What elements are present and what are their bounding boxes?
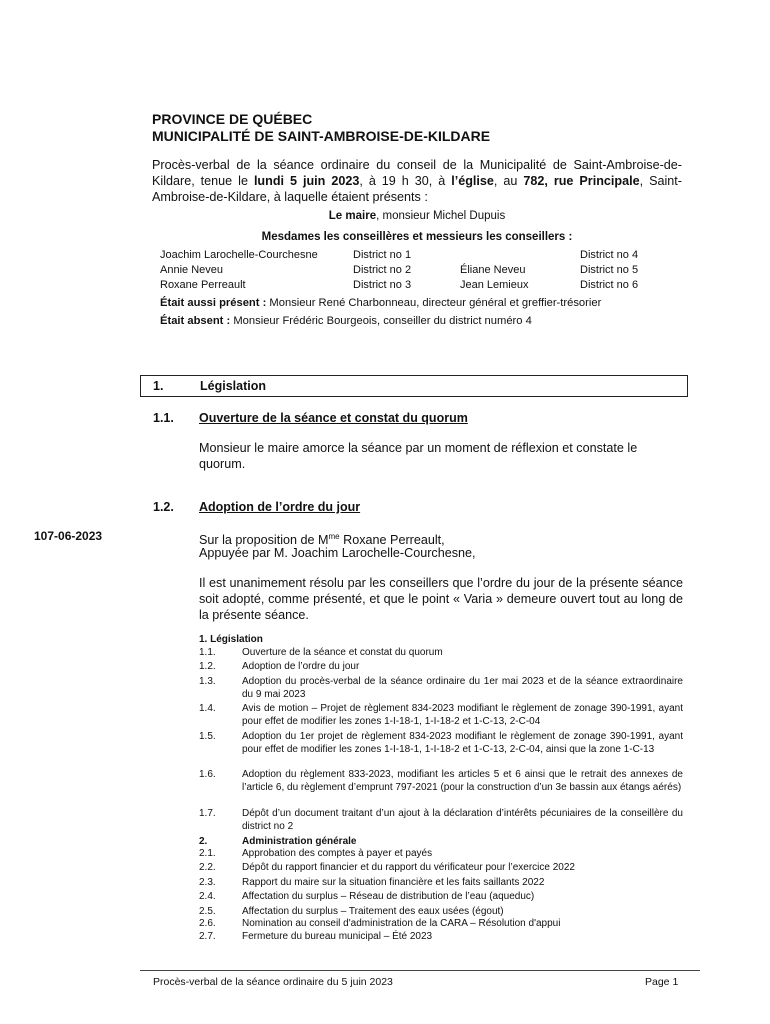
- municipality-title: MUNICIPALITÉ DE SAINT-AMBROISE-DE-KILDARE: [152, 128, 491, 144]
- seconded-line: Appuyée par M. Joachim Larochelle-Courchesne,: [199, 546, 476, 560]
- resolution-number: 107-06-2023: [34, 529, 103, 543]
- councillor-district: District no 2: [353, 264, 412, 276]
- intro-paragraph: Procès-verbal de la séance ordinaire du conseil de la Municipalité de Saint-Ambroise-de-Kildare, tenue le lundi 5 juin 2023, à 19 h 30, à l’église, au 782, rue Principale, Saint-Ambroise-de-Kildare, à laquelle étaient présents :: [152, 158, 682, 204]
- councillor-name: Éliane Neveu: [460, 264, 526, 276]
- province-title: PROVINCE DE QUÉBEC: [152, 111, 313, 127]
- footer-divider: [140, 970, 700, 971]
- resolved-text: Il est unanimement résolu par les conseillers que l’ordre du jour de la présente séance soit adopté, comme présenté, et que le point « Varia » demeure ouvert tout au long de la présente séance.: [199, 576, 683, 622]
- mayor-line: Le maire, monsieur Michel Dupuis: [328, 210, 506, 222]
- councillor-district: District no 5: [580, 264, 639, 276]
- councillor-name: Joachim Larochelle-Courchesne: [160, 249, 318, 261]
- councillor-district: District no 1: [353, 249, 412, 261]
- agenda-sec1: 1. Législation: [199, 634, 263, 645]
- document-page: PROVINCE DE QUÉBEC MUNICIPALITÉ DE SAINT-AMBROISE-DE-KILDARE Procès-verbal de la séance ordinaire du conseil de la Municipalité de Saint-Ambroise-de-Kildare, tenue le lundi 5 juin 2023, à 19 h 30, à l’église, au 782, rue Principale, Saint-Ambroise-de-Kildare, à laquelle étaient présents : Le maire, monsieur Michel Dupuis Mesdames les conseillères et messieurs les conseillers : Joachim Larochelle-Courchesne District no 1 Annie Neveu District no 2 Roxane Perreault District no 3 District no 4 Éliane Neveu District no 5 Jean Lemieux District no 6 Était aussi présent : Monsieur René Charbonneau, directeur général et greffier-trésorier Était absent : Monsieur Frédéric Bourgeois, conseiller du district numéro 4 1. Législation 1.1. Ouverture de la séance et constat du quorum Monsieur le maire amorce la séance par un moment de réflexion et constate le quorum. 1.2. Adoption de l’ordre du jour 107-06-2023 Sur la proposition de $M^{me}$ Roxane Perreault, Appuyée par M. Joachim Larochelle-Courchesne, Il est unanimement résolu par les conseillers que l’ordre du jour de la présente séance soit adopté, comme présenté, et que le point « Varia » demeure ouvert tout au long de la présente séance. 1. Législation 1.1. Ouverture de la séance et constat du quorum 1.2. Adoption de l’ordre du jour 1.3. Adoption du procès-verbal de la séance ordinaire du 1er mai 2023 et de la séance extraordinaire du 9 mai 2023 1.4. Avis de motion – Projet de règlement 834-2023 modifiant le règlement de zonage 390-1991, ayant pour effet de modifier les zones 1-I-18-1, 1-I-18-2 et 1-C-13, 2-C-04 1.5. Adoption du 1er projet de règlement 834-2023 modifiant le règlement de zonage 390-1991, ayant pour effet de modifier les zones 1-I-18-1, 1-I-18-2 et 1-C-13, 2-C-04, ainsi que la zone 1-C-13 1.6. Adoption du règlement 833-2023, modifiant les articles 5 et 6 ainsi que le retrait des annexes de l’article 6, du règlement d’emprunt 797-2021 (pour la construction d’un 3e bassin aux étangs aérés) 1.7. Dépôt d’un document traitant d’un ajout à la déclaration d’intérêts pécuniaires de la conseillère du district no 2 2. Administration générale 2.1. Approbation des comptes à payer et payés 2.2. Dépôt du rapport financier et du rapport du vérificateur pour l’exercice 2022 2.3. Rapport du maire sur la situation financière et les faits saillants 2022 2.4. Affectation du surplus – Réseau de distribution de l’eau (aqueduc) 2.5. Affectation du surplus – Traitement des eaux usées (égout) 2.6. Nomination au conseil d'administration de la CARA – Résolution d'appui 2.7. Fermeture du bureau municipal – Été 2023 Procès-verbal de la séance ordinaire du 5 juin 2023 Page 1: [0, 0, 770, 1024]
- s11-title: Ouverture de la séance et constat du quorum: [199, 411, 468, 425]
- councillor-district: District no 3: [353, 279, 412, 291]
- also-present-line: Était aussi présent : Monsieur René Charbonneau, directeur général et greffier-trésorier: [160, 297, 602, 309]
- page-number: Page 1: [645, 976, 679, 988]
- councillor-name: Roxane Perreault: [160, 279, 246, 291]
- councillor-district: District no 4: [580, 249, 639, 261]
- councillor-name: Jean Lemieux: [460, 279, 529, 291]
- s12-title: Adoption de l’ordre du jour: [199, 500, 361, 514]
- footer-title: Procès-verbal de la séance ordinaire du 5 juin 2023: [153, 976, 393, 988]
- councillors-heading: Mesdames les conseillères et messieurs les conseillers :: [261, 231, 573, 243]
- section-1-box: [140, 375, 688, 397]
- s11-number: 1.1.: [153, 411, 174, 425]
- section-1-title: Législation: [200, 379, 266, 393]
- councillor-name: Annie Neveu: [160, 264, 223, 276]
- proposed-line: Sur la proposition de $M^{me}$ Roxane Perreault,: [199, 532, 445, 548]
- s11-text: Monsieur le maire amorce la séance par un moment de réflexion et constate le quorum.: [199, 441, 638, 471]
- absent-line: Était absent : Monsieur Frédéric Bourgeois, conseiller du district numéro 4: [160, 315, 532, 327]
- section-1-number: 1.: [153, 379, 164, 393]
- s12-number: 1.2.: [153, 500, 174, 514]
- councillor-district: District no 6: [580, 279, 639, 291]
